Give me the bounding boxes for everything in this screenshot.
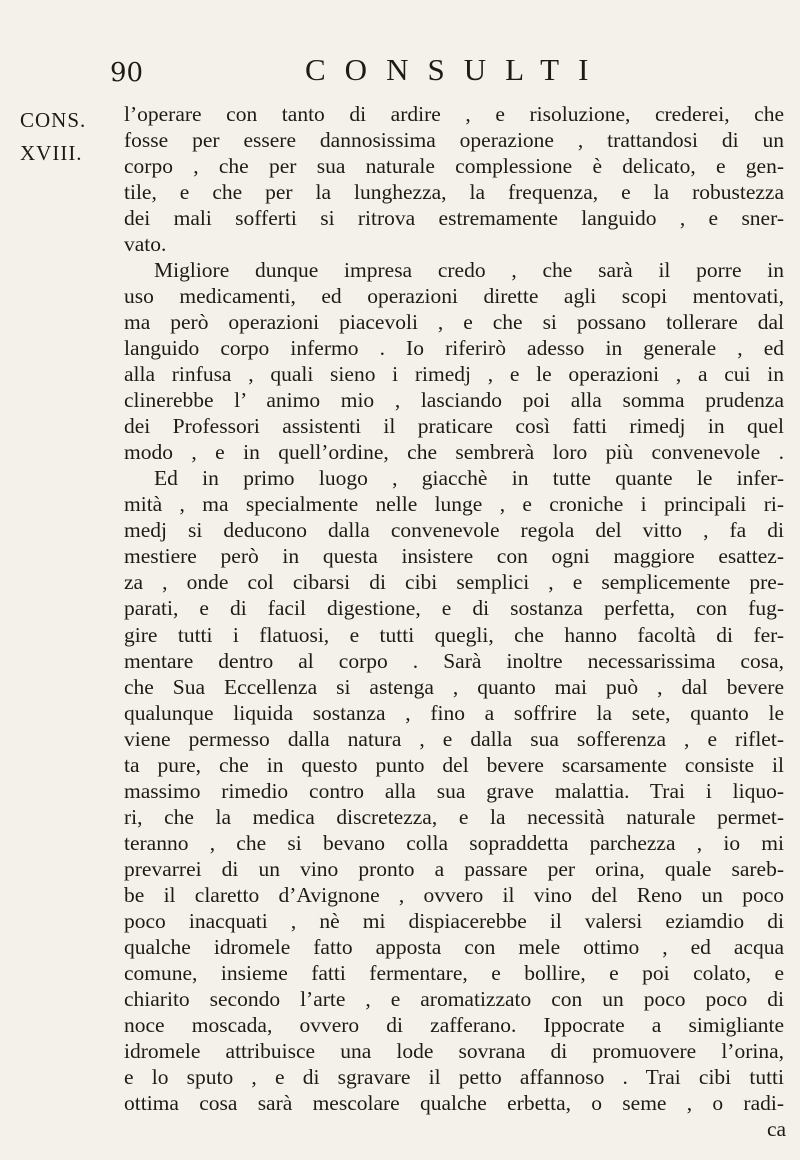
text-line: ottima cosa sarà mescolare qualche erbetta, o seme , o radi- (124, 1090, 784, 1115)
running-title: CONSULTI (305, 52, 608, 87)
text-line: prevarrei di un vino pronto a passare per orina, quale sareb- (124, 856, 784, 881)
text-line: che Sua Eccellenza si astenga , quanto mai può , dal bevere (124, 674, 784, 699)
text-line: ri, che la medica discretezza, e la necessità naturale permet- (124, 804, 784, 829)
text-line: medj si deducono dalla convenevole regola del vitto , fa di (124, 518, 784, 543)
text-line: za , onde col cibarsi di cibi semplici , e semplicemente pre- (124, 570, 784, 595)
text-line: idromele attribuisce una lode sovrana di promuovere l’orina, (124, 1038, 784, 1063)
text-line: noce moscada, ovvero di zafferano. Ippocrate a simigliante (124, 1012, 784, 1037)
text-line: modo , e in quell’ordine, che sembrerà loro più convenevole . (124, 440, 784, 465)
margin-note (20, 104, 110, 170)
margin-note-line: XVIII. (20, 141, 83, 165)
text-line: corpo , che per sua naturale complessione è delicato, e gen- (124, 154, 784, 179)
text-line: fosse per essere dannosissima operazione , trattandosi di un (124, 128, 784, 153)
text-line: uso medicamenti, ed operazioni dirette agli scopi mentovati, (124, 284, 784, 309)
text-line: mità , ma specialmente nelle lunge , e croniche i principali ri- (124, 492, 784, 517)
text-line: vato. (124, 232, 167, 257)
page-header (0, 52, 800, 88)
text-line: massimo rimedio contro alla sua grave malattia. Trai i liquo- (124, 778, 784, 803)
margin-note-line: CONS. (20, 108, 87, 132)
text-line: ta pure, che in questo punto del bevere scarsamente consiste il (124, 752, 784, 777)
text-line: ma però operazioni piacevoli , e che si possano tollerare dal (124, 310, 784, 335)
text-line: poco inacquati , nè mi dispiacerebbe il valersi eziamdio di (124, 908, 784, 933)
text-line: be il claretto d’Avignone , ovvero il vino del Reno un poco (124, 882, 784, 907)
text-line: dei mali sofferti si ritrova estremamente languido , e sner- (124, 206, 784, 231)
catchword: ca (767, 1117, 787, 1141)
text-line: languido corpo infermo . Io riferirò adesso in generale , ed (124, 336, 784, 361)
text-line: comune, insieme fatti fermentare, e bollire, e poi colato, e (124, 960, 784, 985)
text-line: l’operare con tanto di ardire , e risoluzione, crederei, che (124, 102, 784, 126)
text-line: chiarito secondo l’arte , e aromatizzato con un poco poco di (124, 986, 784, 1011)
text-line: mestiere però in questa insistere con ogni maggiore esattez- (124, 544, 784, 569)
text-line: qualunque liquida sostanza , fino a soffrire la sete, quanto le (124, 700, 784, 725)
text-line: e lo sputo , e di sgravare il petto affannoso . Trai cibi tutti (124, 1064, 784, 1089)
page-number: 90 (110, 58, 144, 88)
text-line: dei Professori assistenti il praticare così fatti rimedj in quel (124, 414, 784, 439)
text-line: clinerebbe l’ animo mio , lasciando poi alla somma prudenza (124, 388, 784, 413)
text-line: gire tutti i flatuosi, e tutti quegli, che hanno facoltà di fer- (124, 622, 784, 647)
text-line: tile, e che per la lunghezza, la frequenza, e la robustezza (124, 180, 784, 205)
text-line: alla rinfusa , quali sieno i rimedj , e le operazioni , a cui in (124, 362, 784, 387)
text-line: mentare dentro al corpo . Sarà inoltre necessarissima cosa, (124, 648, 784, 673)
text-line: teranno , che si bevano colla sopraddetta parchezza , io mi (124, 830, 784, 855)
text-line: qualche idromele fatto apposta con mele ottimo , ed acqua (124, 934, 784, 959)
text-line: Migliore dunque impresa credo , che sarà il porre in (154, 258, 784, 283)
text-line: parati, e di facil digestione, e di sostanza perfetta, con fug- (124, 596, 784, 621)
text-line: Ed in primo luogo , giacchè in tutte quante le infer- (154, 466, 784, 491)
text-line: viene permesso dalla natura , e dalla sua sofferenza , e riflet- (124, 726, 784, 751)
